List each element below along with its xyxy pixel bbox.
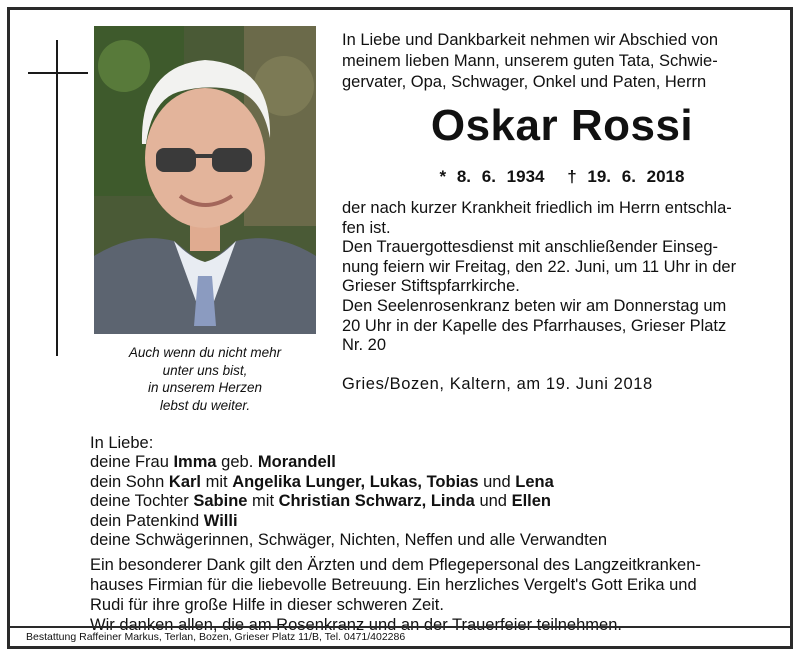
family-heading: In Liebe:: [90, 434, 154, 452]
cross-icon: [56, 40, 58, 356]
body-line: 20 Uhr in der Kapelle des Pfarrhauses, Grieser Platz: [342, 316, 727, 335]
memorial-quote: [94, 344, 316, 414]
funeral-home-footer: Bestattung Raffeiner Markus, Terlan, Bozen, Grieser Platz 11/B, Tel. 0471/402286: [10, 626, 790, 646]
family-line-wife: deine Frau Imma geb. Morandell: [90, 453, 336, 472]
portrait-illustration: [94, 26, 316, 334]
service-details: [342, 199, 782, 356]
quote-line: unter uns bist,: [162, 362, 248, 378]
life-dates: [342, 166, 782, 188]
thanks-line: Wir danken allen, die am Rosenkranz und an der Trauerfeier teilnehmen.: [90, 616, 622, 634]
thanks-line: Ein besonderer Dank gilt den Ärzten und dem Pflegepersonal des Langzeitkranken-: [90, 556, 701, 574]
cross-icon-bar: [28, 72, 88, 74]
thanks-line: Rudi für ihre große Hilfe in dieser schweren Zeit.: [90, 596, 444, 614]
quote-line: Auch wenn du nicht mehr: [128, 345, 282, 360]
place-and-date: Gries/Bozen, Kaltern, am 19. Juni 2018: [342, 375, 653, 393]
body-line: Den Trauergottesdienst mit anschließender Einseg-: [342, 238, 719, 257]
obituary-notice: [7, 7, 793, 649]
intro-line: gervater, Opa, Schwager, Onkel und Paten, Herrn: [342, 73, 707, 91]
family-line-relatives: deine Schwägerinnen, Schwäger, Nichten, Neffen und alle Verwandten: [90, 531, 608, 550]
portrait-photo: [94, 26, 316, 334]
family-line-godchild: dein Patenkind Willi: [90, 511, 238, 530]
quote-line: lebst du weiter.: [159, 397, 251, 413]
family-line-son: dein Sohn Karl mit Angelika Lunger, Lukas, Tobias und Lena: [90, 472, 554, 491]
intro-line: In Liebe und Dankbarkeit nehmen wir Abschied von: [342, 31, 719, 49]
quote-line: in unserem Herzen: [147, 380, 263, 395]
birth-date: * 8. 6. 1934: [439, 167, 545, 186]
deceased-name: Oskar Rossi: [430, 101, 694, 150]
body-line: der nach kurzer Krankheit friedlich im Herrn entschla-: [342, 199, 732, 217]
body-line: nung feiern wir Freitag, den 22. Juni, um 11 Uhr in der: [342, 257, 737, 276]
body-line: Den Seelenrosenkranz beten wir am Donnerstag um: [342, 296, 727, 315]
intro-line: meinem lieben Mann, unserem guten Tata, Schwie-: [342, 52, 718, 70]
body-line: Nr. 20: [342, 336, 387, 355]
intro-text: [342, 30, 782, 93]
body-line: fen ist.: [342, 218, 391, 237]
family-line-daughter: deine Tochter Sabine mit Christian Schwarz, Linda und Ellen: [90, 492, 551, 511]
family-list: [90, 434, 790, 550]
body-line: Grieser Stiftspfarrkirche.: [342, 277, 520, 296]
thanks-text: [90, 555, 790, 635]
thanks-line: hauses Firmian für die liebevolle Betreuung. Ein herzliches Vergelt's Gott Erika und: [90, 576, 697, 594]
death-date: † 19. 6. 2018: [567, 167, 685, 186]
